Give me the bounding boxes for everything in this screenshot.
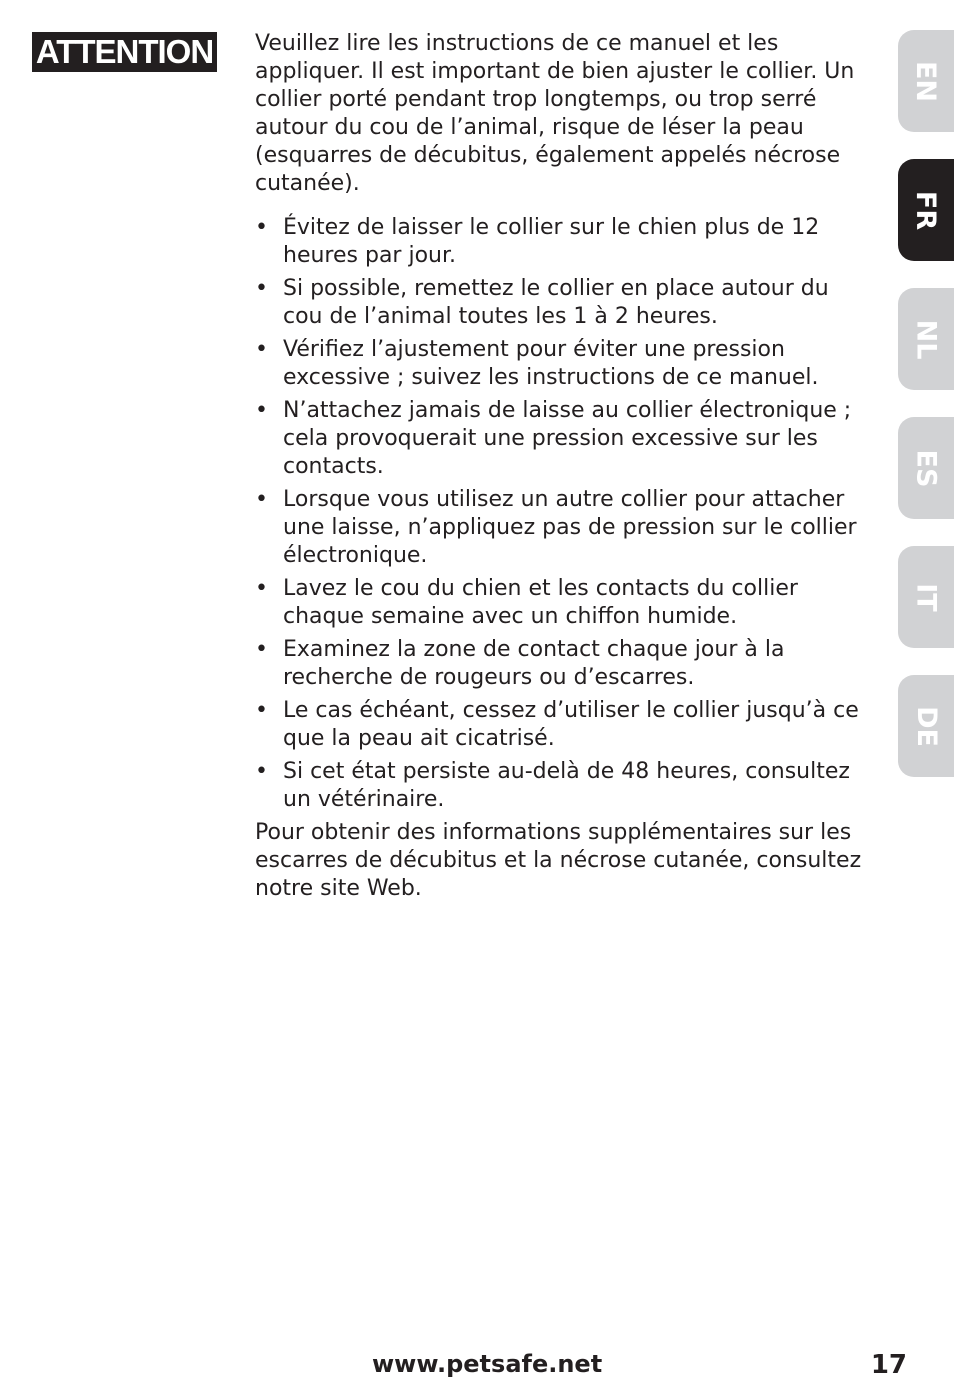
tab-it[interactable]	[898, 546, 954, 648]
outro-paragraph: Pour obtenir des informations supplémentaires sur les escarres de décubitus et la nécrose cutanée, consultez notre site Web.	[255, 820, 862, 901]
list-item	[255, 214, 875, 270]
bullet-icon: •	[255, 637, 268, 662]
bullet-icon: •	[255, 698, 268, 723]
list-item	[255, 636, 875, 692]
page-number: 17	[870, 1350, 907, 1380]
tab-es-label: ES	[910, 449, 942, 487]
bullet-icon: •	[255, 337, 268, 362]
bullet-list	[255, 214, 875, 814]
tab-fr[interactable]	[898, 159, 954, 261]
warning-content	[255, 30, 875, 903]
tab-fr-label: FR	[910, 190, 942, 230]
list-item-text: Si cet état persiste au-delà de 48 heures, consultez un vétérinaire.	[283, 759, 850, 812]
bullet-icon: •	[255, 759, 268, 784]
list-item	[255, 397, 875, 481]
list-item	[255, 758, 875, 814]
footer-url[interactable]: www.petsafe.net	[372, 1350, 603, 1378]
list-item-text: Vérifiez l’ajustement pour éviter une pression excessive ; suivez les instructions de ce manuel.	[283, 337, 819, 390]
list-item	[255, 275, 875, 331]
tab-it-label: IT	[910, 582, 942, 612]
list-item-text: Examinez la zone de contact chaque jour à la recherche de rougeurs ou d’escarres.	[283, 637, 785, 690]
tab-es[interactable]	[898, 417, 954, 519]
attention-badge: ATTENTION	[32, 32, 217, 72]
bullet-icon: •	[255, 487, 268, 512]
tab-en-label: EN	[910, 60, 942, 102]
list-item-text: Lorsque vous utilisez un autre collier pour attacher une laisse, n’appliquez pas de pression sur le collier électronique.	[283, 487, 857, 568]
list-item-text: N’attachez jamais de laisse au collier électronique ; cela provoquerait une pression excessive sur les contacts.	[283, 398, 852, 479]
list-item	[255, 575, 875, 631]
tab-de-label: DE	[910, 705, 942, 747]
bullet-icon: •	[255, 576, 268, 601]
tab-de[interactable]	[898, 675, 954, 777]
language-tabs	[896, 0, 954, 800]
list-item-text: Évitez de laisser le collier sur le chien plus de 12 heures par jour.	[283, 215, 820, 268]
list-item-text: Si possible, remettez le collier en place autour du cou de l’animal toutes les 1 à 2 heures.	[283, 276, 829, 329]
list-item	[255, 486, 875, 570]
list-item	[255, 336, 875, 392]
list-item-text: Lavez le cou du chien et les contacts du collier chaque semaine avec un chiffon humide.	[283, 576, 798, 629]
bullet-icon: •	[255, 398, 268, 423]
list-item	[255, 697, 875, 753]
bullet-icon: •	[255, 276, 268, 301]
tab-nl-label: NL	[910, 319, 942, 359]
tab-nl[interactable]	[898, 288, 954, 390]
tab-en[interactable]	[898, 30, 954, 132]
intro-paragraph: Veuillez lire les instructions de ce manuel et les appliquer. Il est important de bien ajuster le collier. Un collier porté pendant trop longtemps, ou trop serré autour du cou de l’animal, risque de léser la peau (esquarres de décubitus, également appelés nécrose cutanée).	[255, 31, 855, 196]
bullet-icon: •	[255, 215, 268, 240]
list-item-text: Le cas échéant, cessez d’utiliser le collier jusqu’à ce que la peau ait cicatrisé.	[283, 698, 859, 751]
